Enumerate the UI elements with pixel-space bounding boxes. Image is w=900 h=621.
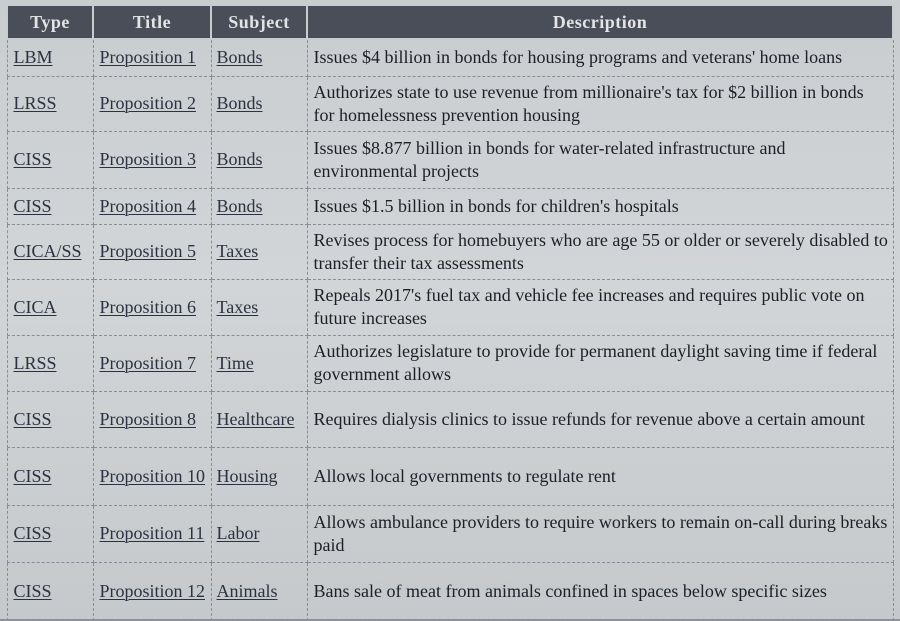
type-link[interactable]: CISS bbox=[7, 391, 93, 447]
title-link[interactable]: Proposition 10 bbox=[93, 447, 211, 505]
description-cell: Requires dialysis clinics to issue refunds for revenue above a certain amount bbox=[307, 391, 893, 447]
propositions-table bbox=[6, 4, 894, 621]
type-link[interactable]: CISS bbox=[7, 447, 93, 505]
header-row bbox=[7, 5, 893, 39]
type-link[interactable]: CICA bbox=[7, 279, 93, 335]
subject-link[interactable]: Taxes bbox=[211, 279, 307, 335]
subject-link[interactable]: Bonds bbox=[211, 76, 307, 131]
header-type: Type bbox=[7, 5, 93, 39]
description-cell: Repeals 2017's fuel tax and vehicle fee increases and requires public vote on future increases bbox=[307, 279, 893, 335]
title-link[interactable]: Proposition 3 bbox=[93, 131, 211, 188]
description-cell: Issues $4 billion in bonds for housing programs and veterans' home loans bbox=[307, 39, 893, 76]
type-link[interactable]: LBM bbox=[7, 39, 93, 76]
description-cell: Revises process for homebuyers who are age 55 or older or severely disabled to transfer their tax assessments bbox=[307, 224, 893, 279]
header-subject: Subject bbox=[211, 5, 307, 39]
table-row bbox=[7, 224, 893, 279]
title-link[interactable]: Proposition 5 bbox=[93, 224, 211, 279]
subject-link[interactable]: Bonds bbox=[211, 131, 307, 188]
table-row bbox=[7, 131, 893, 188]
title-link[interactable]: Proposition 7 bbox=[93, 335, 211, 391]
subject-link[interactable]: Housing bbox=[211, 447, 307, 505]
subject-link[interactable]: Bonds bbox=[211, 188, 307, 224]
description-cell: Issues $8.877 billion in bonds for water-related infrastructure and environmental projects bbox=[307, 131, 893, 188]
table-row bbox=[7, 279, 893, 335]
description-cell: Authorizes legislature to provide for permanent daylight saving time if federal government allows bbox=[307, 335, 893, 391]
subject-link[interactable]: Bonds bbox=[211, 39, 307, 76]
table-row bbox=[7, 391, 893, 447]
title-link[interactable]: Proposition 2 bbox=[93, 76, 211, 131]
description-cell: Bans sale of meat from animals confined in spaces below specific sizes bbox=[307, 562, 893, 620]
table-row bbox=[7, 188, 893, 224]
title-link[interactable]: Proposition 11 bbox=[93, 505, 211, 562]
description-cell: Issues $1.5 billion in bonds for children's hospitals bbox=[307, 188, 893, 224]
table-row bbox=[7, 39, 893, 76]
type-link[interactable]: LRSS bbox=[7, 335, 93, 391]
title-link[interactable]: Proposition 4 bbox=[93, 188, 211, 224]
description-cell: Allows local governments to regulate rent bbox=[307, 447, 893, 505]
subject-link[interactable]: Labor bbox=[211, 505, 307, 562]
title-link[interactable]: Proposition 8 bbox=[93, 391, 211, 447]
description-cell: Allows ambulance providers to require workers to remain on-call during breaks paid bbox=[307, 505, 893, 562]
table-row bbox=[7, 505, 893, 562]
header-description: Description bbox=[307, 5, 893, 39]
subject-link[interactable]: Taxes bbox=[211, 224, 307, 279]
description-cell: Authorizes state to use revenue from millionaire's tax for $2 billion in bonds for homelessness prevention housing bbox=[307, 76, 893, 131]
type-link[interactable]: CICA/SS bbox=[7, 224, 93, 279]
subject-link[interactable]: Time bbox=[211, 335, 307, 391]
table-row bbox=[7, 562, 893, 620]
subject-link[interactable]: Animals bbox=[211, 562, 307, 620]
table-row bbox=[7, 335, 893, 391]
table-row bbox=[7, 76, 893, 131]
type-link[interactable]: LRSS bbox=[7, 76, 93, 131]
header-title: Title bbox=[93, 5, 211, 39]
table-row bbox=[7, 447, 893, 505]
title-link[interactable]: Proposition 1 bbox=[93, 39, 211, 76]
title-link[interactable]: Proposition 6 bbox=[93, 279, 211, 335]
title-link[interactable]: Proposition 12 bbox=[93, 562, 211, 620]
type-link[interactable]: CISS bbox=[7, 562, 93, 620]
type-link[interactable]: CISS bbox=[7, 505, 93, 562]
subject-link[interactable]: Healthcare bbox=[211, 391, 307, 447]
type-link[interactable]: CISS bbox=[7, 188, 93, 224]
type-link[interactable]: CISS bbox=[7, 131, 93, 188]
